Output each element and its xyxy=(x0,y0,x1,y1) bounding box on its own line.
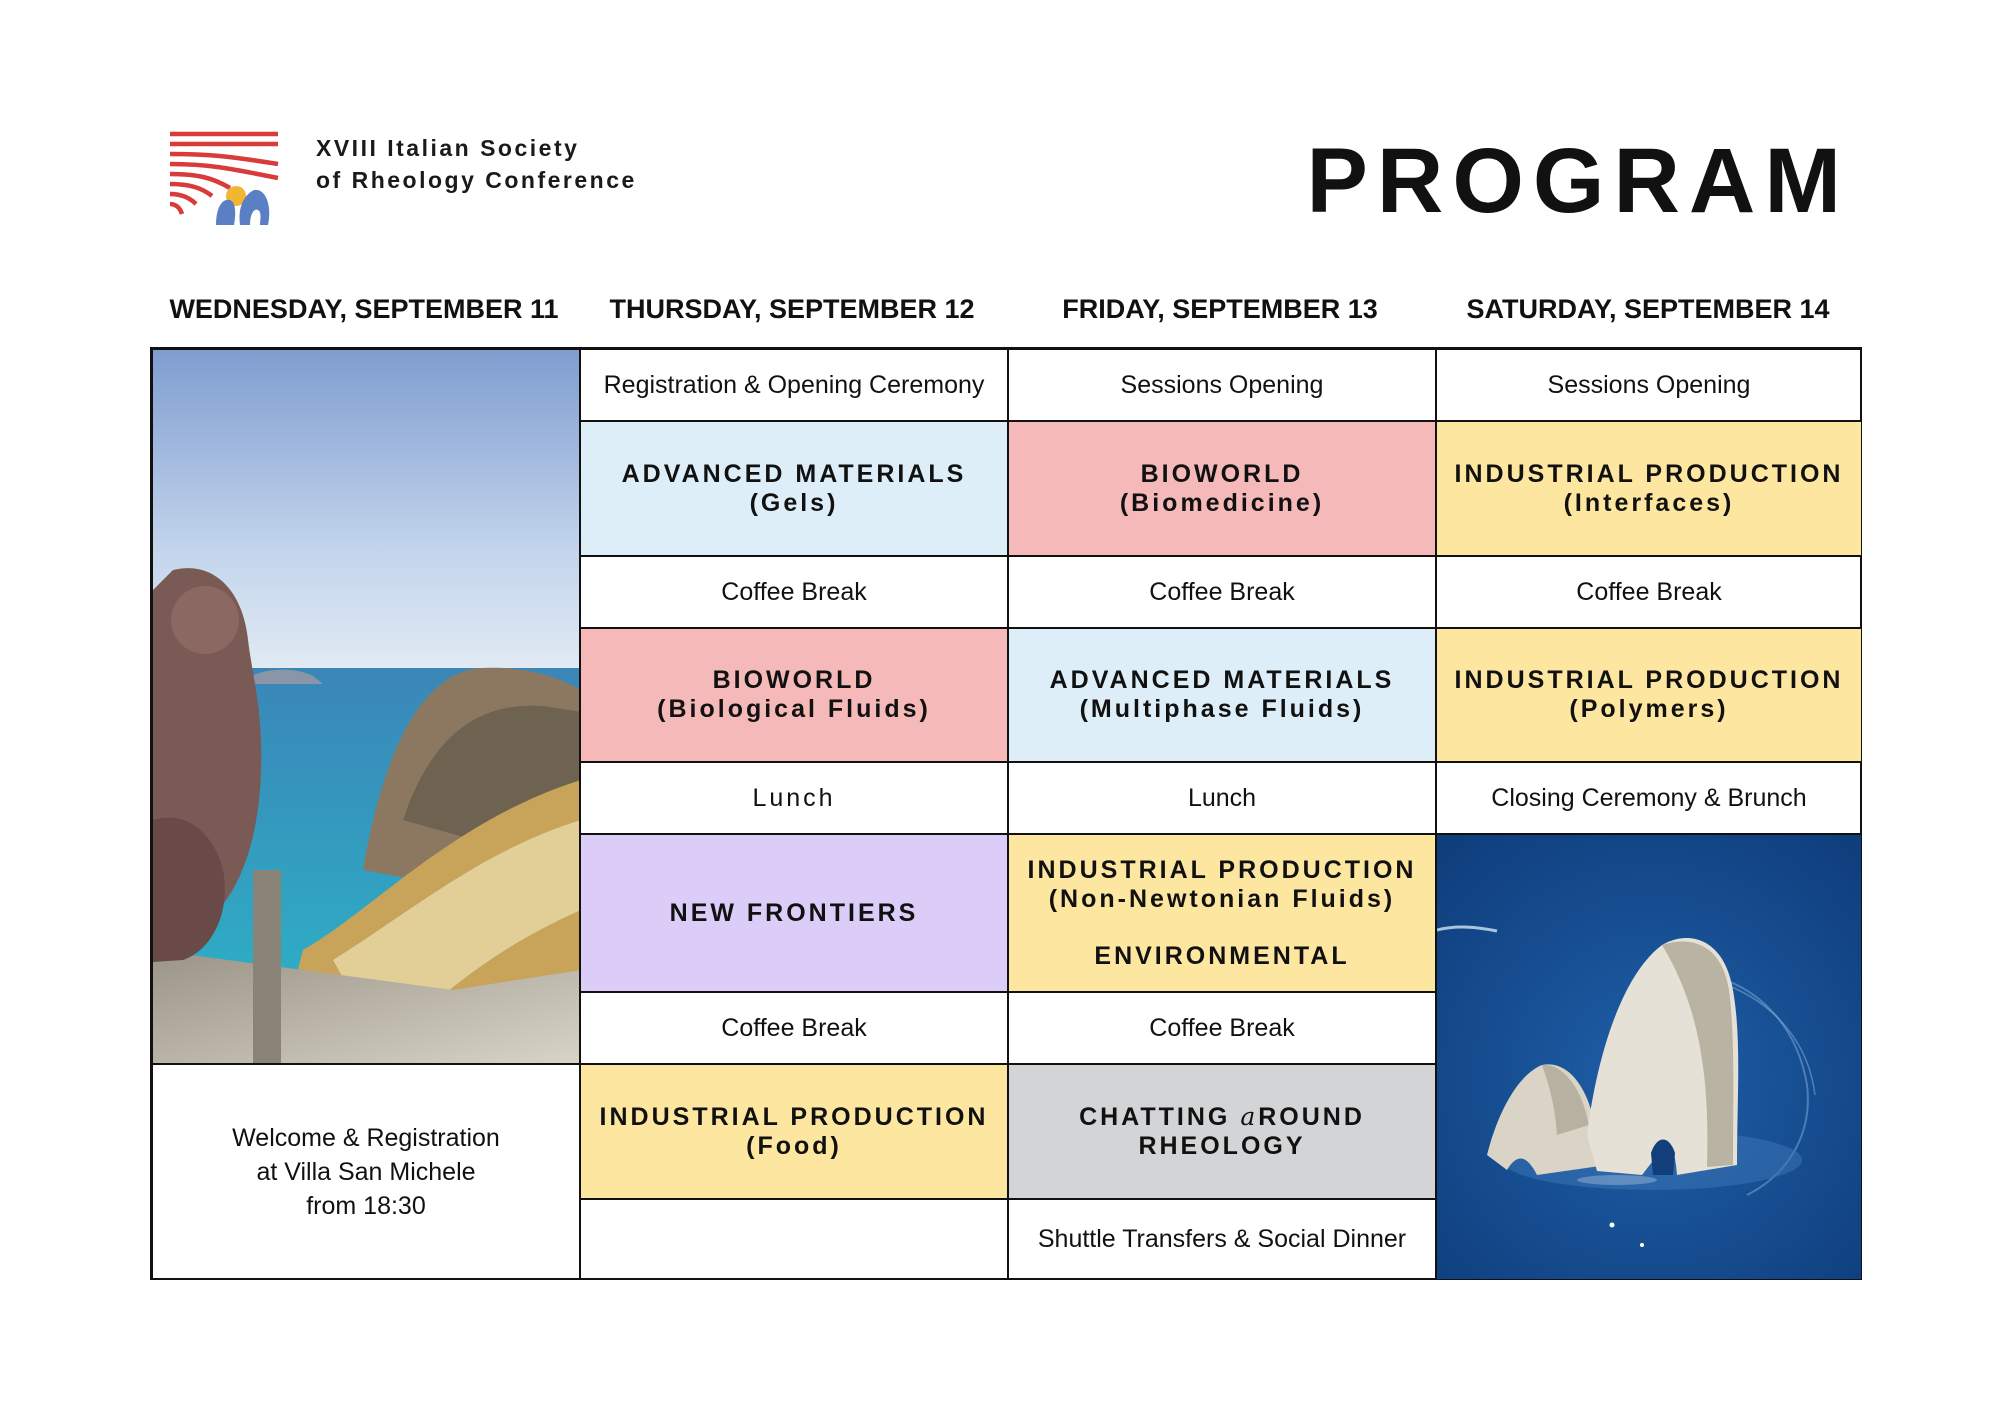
session-subtitle: (Interfaces) xyxy=(1563,488,1735,517)
closing-label: Closing Ceremony & Brunch xyxy=(1491,783,1807,812)
lunch-label: Lunch xyxy=(752,783,836,812)
welcome-registration-cell xyxy=(152,1064,580,1280)
social-dinner-label: Shuttle Transfers & Social Dinner xyxy=(1037,1225,1407,1253)
friday-lunch xyxy=(1008,762,1436,834)
org-line-1: XVIII Italian Society xyxy=(316,135,580,161)
session-title-line-2: RHEOLOGY xyxy=(1138,1132,1306,1160)
thursday-lunch xyxy=(580,762,1008,834)
day-header-thursday: THURSDAY, SEPTEMBER 12 xyxy=(609,294,975,324)
friday-opening: Sessions Opening xyxy=(1120,370,1324,399)
coffee-break-label: Coffee Break xyxy=(721,1013,867,1042)
conference-logo-icon xyxy=(168,130,280,225)
session-title: INDUSTRIAL PRODUCTION xyxy=(1454,459,1844,488)
session-subtitle: (Gels) xyxy=(749,488,839,517)
coffee-break-label: Coffee Break xyxy=(1576,577,1722,606)
friday-session-chatting-around-rheology xyxy=(1008,1064,1436,1199)
session-title-italic: a xyxy=(1240,1102,1259,1131)
friday-session-advanced-materials xyxy=(1008,628,1436,762)
saturday-opening: Sessions Opening xyxy=(1547,370,1751,399)
welcome-line-1: Welcome & Registration xyxy=(232,1124,500,1152)
thursday-coffee-break-1 xyxy=(580,556,1008,628)
thursday-session-new-frontiers xyxy=(580,834,1008,992)
coffee-break-label: Coffee Break xyxy=(721,577,867,606)
thursday-session-advanced-materials xyxy=(580,421,1008,556)
session-subtitle: (Food) xyxy=(746,1131,842,1160)
welcome-line-3: from 18:30 xyxy=(306,1192,426,1220)
session-title: ADVANCED MATERIALS xyxy=(1049,666,1395,694)
faraglioni-rocks-photo xyxy=(1436,834,1862,1280)
friday-coffee-break-2 xyxy=(1008,992,1436,1064)
session-title: INDUSTRIAL PRODUCTION xyxy=(599,1102,989,1131)
day-header-wednesday: WEDNESDAY, SEPTEMBER 11 xyxy=(169,294,559,324)
organization-name xyxy=(316,132,637,196)
session-title-part-a: CHATTING xyxy=(1079,1103,1241,1131)
capri-coast-view-icon xyxy=(153,350,580,1064)
saturday-closing-ceremony xyxy=(1436,762,1862,834)
org-line-2: of Rheology Conference xyxy=(316,167,637,193)
session-title: NEW FRONTIERS xyxy=(669,898,919,927)
day-header-friday: FRIDAY, SEPTEMBER 13 xyxy=(1062,294,1378,324)
thursday-empty-cell xyxy=(580,1199,1008,1280)
saturday-opening-cell xyxy=(1436,349,1862,421)
saturday-coffee-break xyxy=(1436,556,1862,628)
saturday-session-industrial-interfaces xyxy=(1436,421,1862,556)
session-subtitle: (Biomedicine) xyxy=(1119,488,1325,517)
session-subtitle: (Non-Newtonian Fluids) xyxy=(1048,884,1396,913)
day-header-saturday: SATURDAY, SEPTEMBER 14 xyxy=(1466,294,1830,324)
coffee-break-label: Coffee Break xyxy=(1149,577,1295,606)
session-title: BIOWORLD xyxy=(712,666,876,694)
coffee-break-label: Coffee Break xyxy=(1149,1013,1295,1042)
friday-session-industrial-environmental xyxy=(1008,834,1436,992)
schedule-grid xyxy=(150,347,1862,1280)
session-title xyxy=(1079,1102,1365,1132)
welcome-line-2: at Villa San Michele xyxy=(256,1158,476,1186)
capri-coast-view-photo xyxy=(152,349,580,1064)
session-subtitle: (Biological Fluids) xyxy=(657,695,931,723)
thursday-coffee-break-2 xyxy=(580,992,1008,1064)
friday-coffee-break-1 xyxy=(1008,556,1436,628)
session-title-part-b: ROUND xyxy=(1258,1103,1365,1131)
friday-opening-cell xyxy=(1008,349,1436,421)
thursday-session-industrial-food xyxy=(580,1064,1008,1199)
session-title: INDUSTRIAL PRODUCTION xyxy=(1454,666,1844,694)
faraglioni-rocks-icon xyxy=(1437,835,1862,1280)
session-subtitle: (Polymers) xyxy=(1569,695,1729,723)
session-extra-title: ENVIRONMENTAL xyxy=(1094,941,1350,970)
session-title: INDUSTRIAL PRODUCTION xyxy=(1027,855,1417,884)
thursday-session-bioworld xyxy=(580,628,1008,762)
page-title: PROGRAM xyxy=(1306,130,1850,232)
friday-session-bioworld xyxy=(1008,421,1436,556)
thursday-opening: Registration & Opening Ceremony xyxy=(603,370,985,399)
saturday-session-industrial-polymers xyxy=(1436,628,1862,762)
friday-social-dinner xyxy=(1008,1199,1436,1280)
session-title: BIOWORLD xyxy=(1140,459,1304,488)
lunch-label: Lunch xyxy=(1187,783,1257,812)
session-subtitle: (Multiphase Fluids) xyxy=(1079,695,1365,723)
session-title: ADVANCED MATERIALS xyxy=(621,459,967,488)
thursday-opening-cell xyxy=(580,349,1008,421)
